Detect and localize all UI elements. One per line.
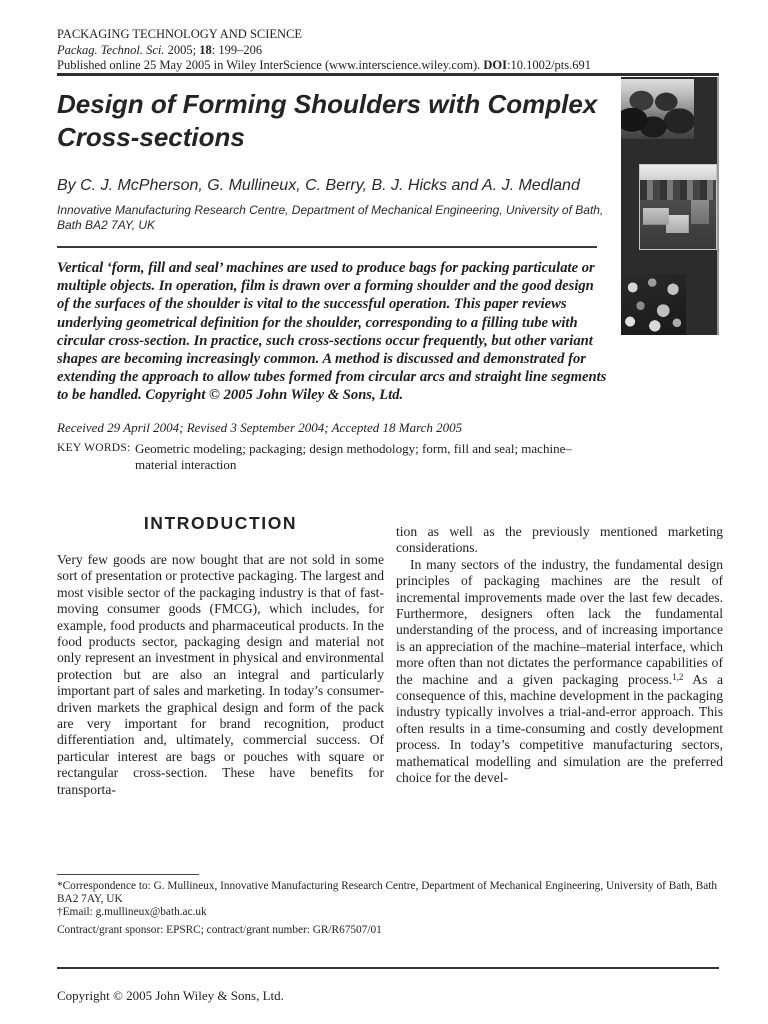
paragraph-text: In many sectors of the industry, the fundamental design principles of packaging machines are the result of incremental improvements made over the last few decades. Furthermore, designers often lack the fundamental understanding of the process, and of increasing importance is an appreciation of the machine–material interface, which more often than not dictates the performance capabilities of the machine and a given packaging process. (396, 556, 723, 687)
abstract-rule (57, 246, 597, 248)
footnote-email: †Email: g.mullineux@bath.ac.uk (57, 906, 207, 919)
footnote-separator (57, 874, 199, 875)
reference-superscript: 1,2 (672, 671, 684, 682)
introduction-heading: INTRODUCTION (143, 513, 298, 533)
intro-right-paragraph-1: tion as well as the previously mentioned marketing considerations. (396, 524, 723, 556)
citation-line (57, 43, 721, 59)
published-prefix: Published online 25 May 2005 in Wiley InterScience (www.interscience.wiley.com). (57, 58, 484, 72)
authors-line: By C. J. McPherson, G. Mullineux, C. Berry, B. J. Hicks and A. J. Medland (57, 177, 580, 194)
machine-detail-photo (621, 79, 694, 139)
citation-year: 2005; (164, 42, 200, 57)
citation-volume: 18 (199, 42, 212, 57)
journal-header (57, 27, 721, 74)
citation-pages: : 199–206 (211, 42, 263, 57)
footnote-correspondence: *Correspondence to: G. Mullineux, Innovative Manufacturing Research Centre, Department of Mechanical Engineering, University of Bath, Bath BA2 7AY, UK (57, 880, 718, 906)
intro-right-column (396, 524, 723, 787)
article-title: Design of Forming Shoulders with Complex Cross-sections (57, 89, 598, 152)
history-line: Received 29 April 2004; Revised 3 September 2004; Accepted 18 March 2005 (57, 420, 463, 435)
product-closeup-photo (621, 274, 686, 335)
doi-label: DOI (483, 58, 507, 72)
published-line (57, 58, 721, 74)
intro-right-paragraph-2 (396, 557, 723, 787)
intro-left-column (57, 552, 384, 798)
doi-value: :10.1002/pts.691 (506, 58, 592, 72)
header-rule (57, 73, 719, 76)
journal-abbrev: Packag. Technol. Sci. (57, 42, 165, 57)
affiliation: Innovative Manufacturing Research Centre, Department of Mechanical Engineering, University of Bath, Bath BA2 7AY, UK (57, 203, 604, 232)
footer-rule (57, 967, 719, 969)
journal-name: PACKAGING TECHNOLOGY AND SCIENCE (57, 27, 303, 41)
intro-left-paragraph: Very few goods are now bought that are not sold in some sort of presentation or protective packaging. The largest and most visible sector of the packaging industry is that of fast-moving consumer goods (FMCG), which includes, for example, food products and pharmaceutical products. In the food products sector, packaging design and material not only represent an investment in physical and environmental protection but are also an integral and particularly important part of sales and marketing. In today’s consumer-driven markets the graphical design and form of the pack are very important for brand recognition, product differentiation and, ultimately, commercial success. Of particular interest are bags or pouches with square or rectangular cross-section. These have benefits for transporta- (57, 552, 384, 797)
keywords-label: KEY WORDS: (57, 442, 131, 454)
footnote-grant: Contract/grant sponsor: EPSRC; contract/grant number: GR/R67507/01 (57, 923, 382, 936)
keywords-text: Geometric modeling; packaging; design methodology; form, fill and seal; machine–material interaction (135, 441, 572, 472)
abstract-text: Vertical ‘form, fill and seal’ machines are used to produce bags for packing particulate or multiple objects. In operation, film is drawn over a forming shoulder and the good design of the surfaces of the shoulder is vital to the successful operation. This paper reviews underlying geometrical definition for the shoulder, corresponding to a filling tube with circular cross-section. In practice, such cross-sections occur frequently, but other variant shapes are becoming increasingly common. A method is discussed and demonstrated for extending the approach to allow tubes formed from circular arcs and straight line segments to be handled. Copyright © 2005 John Wiley & Sons, Ltd. (57, 260, 607, 404)
paragraph-text: As a consequence of this, machine development in the packaging industry typically involves a trial-and-error approach. This often results in a time-consuming and costly development process. In today’s competitive manufacturing sectors, mathematical modelling and simulation are the preferred choice for the devel- (396, 671, 723, 786)
copyright-line: Copyright © 2005 John Wiley & Sons, Ltd. (57, 988, 284, 1003)
keywords-block (57, 441, 625, 472)
footnotes-block (57, 880, 722, 937)
